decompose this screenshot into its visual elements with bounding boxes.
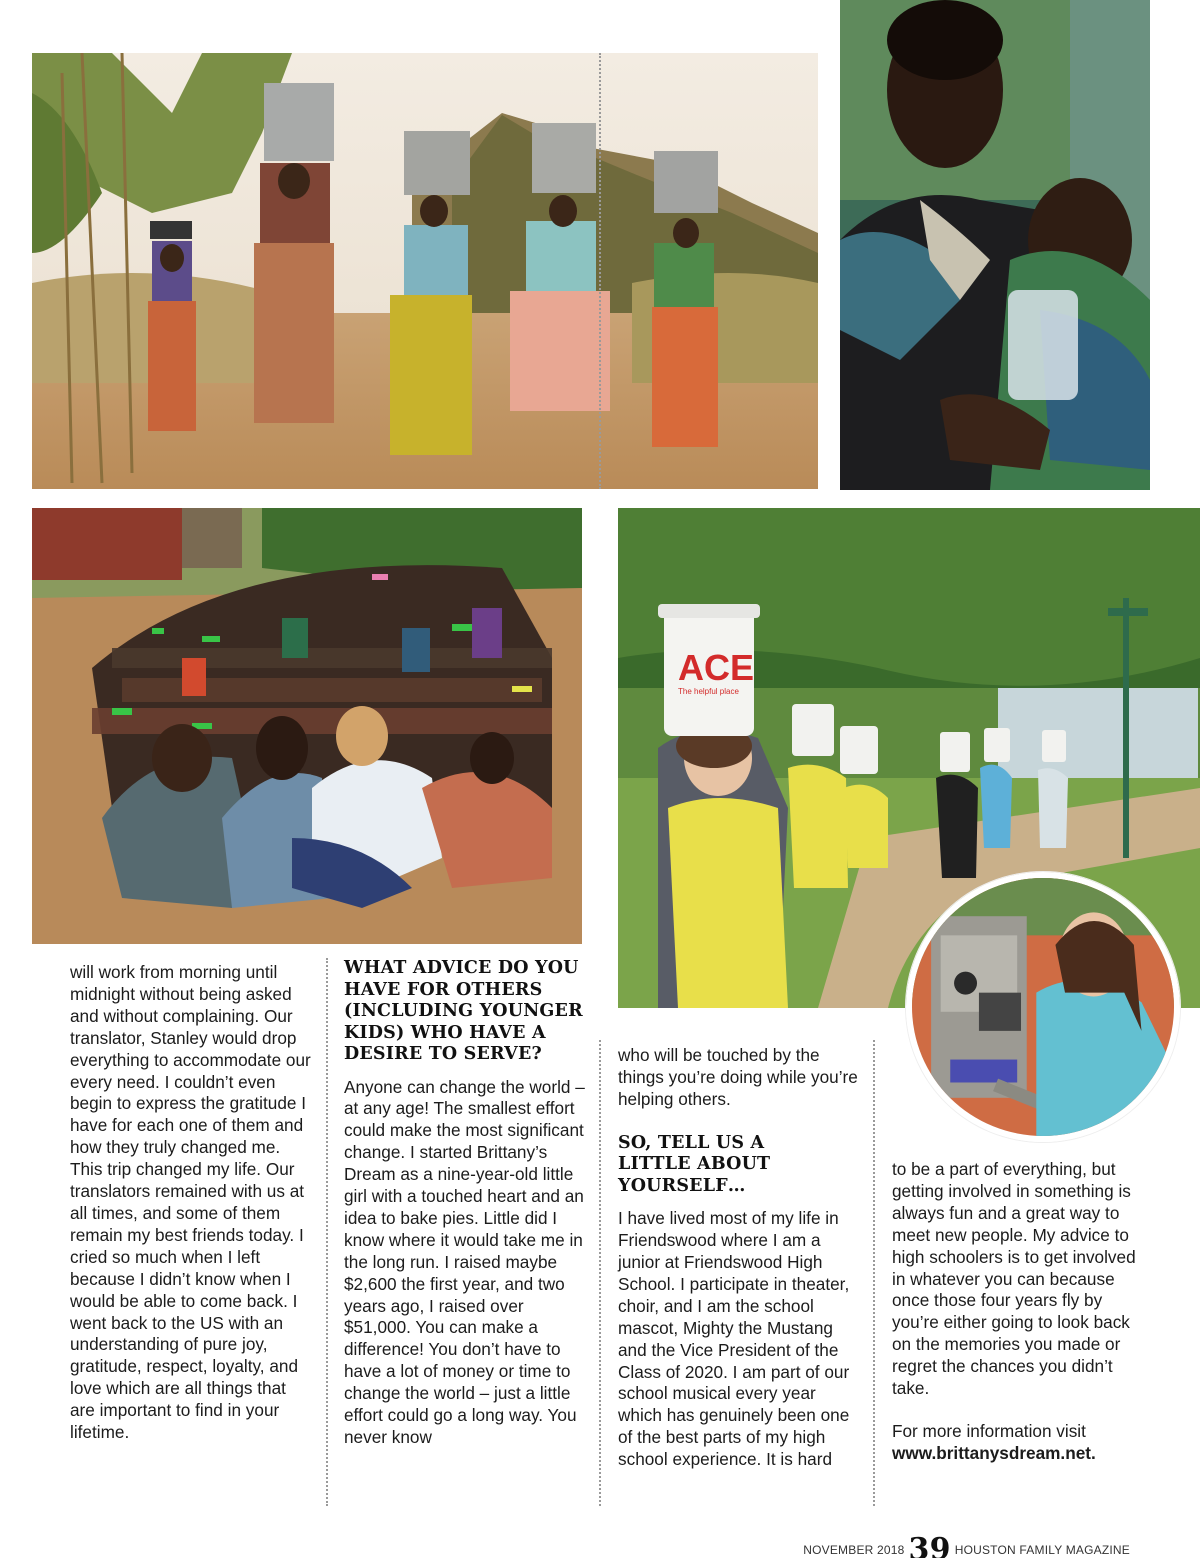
body-text: to be a part of everything, but getting involved in something is always fun and a great way to meet new people. My advice to high schoolers is to get involved in whatever you can because once those four years fly by you’re either going to look back on the memories you made or regret the chances you didn’t take. [892,1159,1136,1399]
column-rule-2b [599,1040,601,1506]
photo-water-pump [906,872,1180,1142]
page-footer [803,1533,1130,1558]
bucket-tagline-text: The helpful place [678,687,739,696]
photo-water-carriers [32,53,818,489]
page-number: 39 [908,1532,951,1558]
body-text: will work from morning until midnight without being asked and without complaining. Our translator, Stanley would drop everything to accommodate our every need. I couldn’t even begin to express the gratitude I have for each one of them and how they truly changed me. This trip changed my life. Our translators remained with us at all times, and some of them remain my best friends today. I cried so much when I left because I didn’t know when I would be able to come back. I went back to the US with an understanding of pure joy, gratitude, respect, loyalty, and love which are all things that are important to find in your lifetime. [70,962,311,1443]
article-column-2 [344,958,588,1449]
body-text: who will be touched by the things you’re doing while you’re helping others. [618,1045,858,1109]
bucket-brand-text: ACE [678,647,755,688]
info-line [892,1421,1142,1465]
article-column-3 [618,1045,862,1471]
column-rule-3 [873,1040,875,1506]
section-heading-about: SO, TELL US A LITTLE ABOUT YOURSELF… [618,1132,771,1196]
article-column-1 [70,962,314,1444]
body-text: Anyone can change the world – at any age! The smallest effort could make the most significant change. I started Brittany’s Dream as a nine-year-old little girl with a touched heart and an idea to bake pies. Little did I know where it would take me in the long run. I raised maybe $2,600 the first year, and two years ago, I raised over $51,000. You can make a difference! You don’t have to have a lot of money or time to change the world – just a little effort could go a long way. You never know [344,1076,585,1447]
photo-group [32,508,582,944]
info-prefix: For more information visit [892,1420,1086,1441]
article-column-4 [892,1159,1142,1465]
magazine-name: HOUSTON FAMILY MAGAZINE [954,1543,1130,1557]
section-heading-advice: WHAT ADVICE DO YOU HAVE FOR OTHERS (INCLUDING YOUNGER KIDS) WHO HAVE A DESIRE TO SERVE? [344,958,583,1064]
issue-date: NOVEMBER 2018 [803,1543,905,1557]
column-rule-2 [599,53,601,489]
column-rule-1 [326,958,328,1506]
photo-mother-child [840,0,1150,490]
website-link[interactable]: www.brittanysdream.net. [892,1442,1096,1463]
body-text: I have lived most of my life in Friendswood where I am a junior at Friendswood High School. I participate in theater, choir, and I am the school mascot, Mighty the Mustang and the Vice President of the Class of 2020. I am part of our school musical every year which has genuinely been one of the best parts of my high school experience. It is hard [618,1208,850,1470]
